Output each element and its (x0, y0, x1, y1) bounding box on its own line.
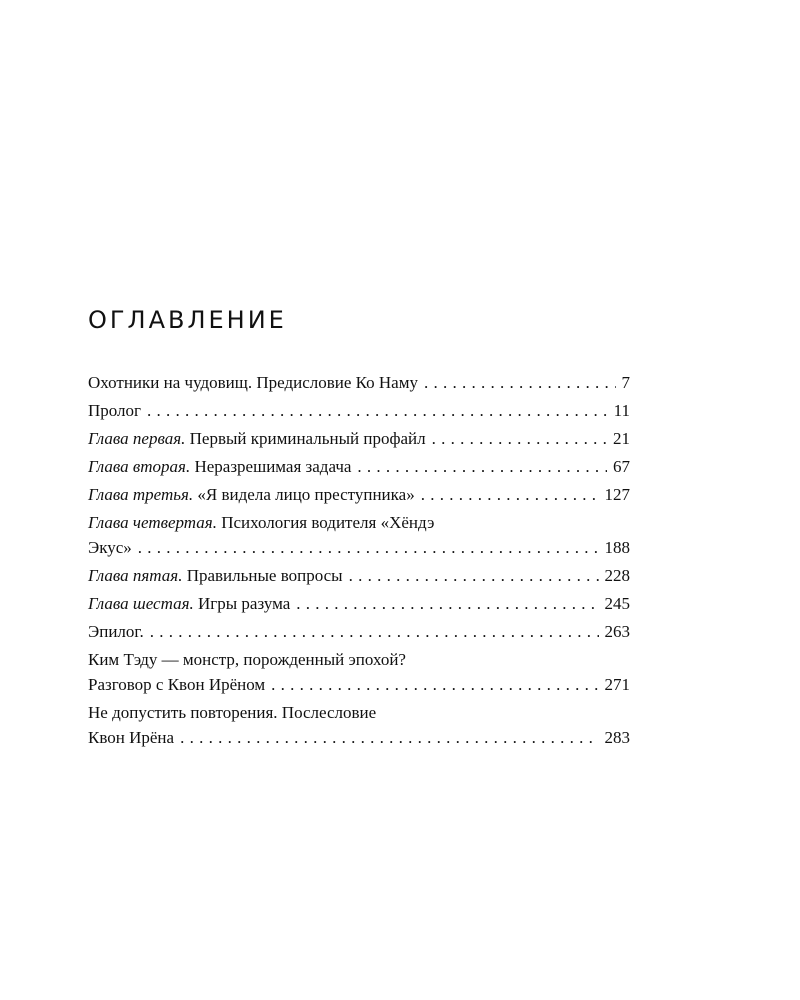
dot-leader (357, 454, 607, 479)
toc-entry-title-line1: Ким Тэду — монстр, порожденный эпохой? (88, 650, 406, 669)
toc-page-number: 127 (604, 485, 630, 504)
toc-entry-line (88, 725, 630, 750)
toc-entry-chapter-6[interactable] (88, 591, 630, 616)
dot-leader (180, 725, 598, 750)
toc-entry-prologue[interactable] (88, 398, 630, 423)
toc-entry-title-line2: Экус» (88, 538, 132, 557)
toc-page-number: 7 (621, 373, 630, 392)
toc-entry-text (88, 563, 343, 588)
toc-page-number: 283 (604, 728, 630, 747)
toc-entry-line (88, 563, 630, 588)
toc-page-number: 21 (613, 429, 630, 448)
toc-entry-title: Неразрешимая задача (190, 457, 352, 476)
dot-leader (271, 672, 598, 697)
toc-entry-chapter-3[interactable] (88, 482, 630, 507)
dot-leader (424, 370, 616, 395)
chapter-label: Глава вторая. (88, 457, 191, 476)
toc-entry-chapter-5[interactable] (88, 563, 630, 588)
toc-entry-line (88, 535, 630, 560)
chapter-label: Глава третья. (88, 485, 194, 504)
dot-leader (138, 535, 599, 560)
toc-entry-chapter-1[interactable] (88, 426, 630, 451)
toc-entry-title: Правильные вопросы (182, 566, 343, 585)
toc-entry-line (88, 426, 630, 451)
toc-entry-foreword[interactable] (88, 370, 630, 395)
toc-entry-title: Пролог (88, 401, 142, 420)
toc-entry-line (88, 398, 630, 423)
chapter-label: Глава пятая. (88, 566, 183, 585)
toc-entry-epilogue[interactable] (88, 619, 630, 644)
toc-entry-chapter-2[interactable] (88, 454, 630, 479)
chapter-label: Глава шестая. (88, 594, 194, 613)
toc-page-number: 245 (604, 594, 630, 613)
toc-page-number: 263 (604, 622, 630, 641)
dot-leader (147, 398, 608, 423)
toc-entry-line (88, 370, 630, 395)
toc-entry-title-line1: Не допустить повторения. Послесловие (88, 703, 377, 722)
toc-entry-text (88, 454, 351, 479)
toc-entry-line (88, 619, 630, 644)
toc-entry-line (88, 482, 630, 507)
toc-entry-title: Игры разума (193, 594, 291, 613)
toc-page-number: 271 (604, 675, 630, 694)
toc-entry-first-line (88, 510, 630, 535)
dot-leader (421, 482, 599, 507)
toc-page-number: 67 (613, 457, 630, 476)
dot-leader (432, 426, 607, 451)
toc-entry-text (88, 426, 426, 451)
toc-entry-title-line2: Квон Ирёна (88, 728, 175, 747)
toc-entry-line (88, 672, 630, 697)
toc-entry-text (88, 482, 415, 507)
dot-leader (150, 619, 599, 644)
toc-entry-line (88, 454, 630, 479)
toc-page-number: 11 (613, 401, 630, 420)
toc-entry-title: Первый криминальный профайл (185, 429, 426, 448)
toc-entry-title-line2: Разговор с Квон Ирёном (88, 675, 266, 694)
chapter-label: Глава четвертая. (88, 513, 217, 532)
dot-leader (296, 591, 598, 616)
toc-entry-interview[interactable] (88, 647, 630, 697)
toc-entry-title: Охотники на чудовищ. Предисловие Ко Наму (88, 373, 418, 392)
toc-entry-chapter-4[interactable] (88, 510, 630, 560)
dot-leader (349, 563, 599, 588)
toc-page-number: 188 (604, 538, 630, 557)
table-of-contents (88, 300, 630, 753)
toc-entry-text (88, 591, 290, 616)
toc-entry-afterword[interactable] (88, 700, 630, 750)
toc-entry-title: «Я видела лицо преступника» (193, 485, 415, 504)
toc-entry-title-line1: Психология водителя «Хёндэ (216, 513, 435, 532)
toc-list (88, 370, 630, 750)
toc-entry-title: Эпилог. (88, 622, 144, 641)
chapter-label: Глава первая. (88, 429, 186, 448)
toc-entry-line (88, 591, 630, 616)
toc-heading: ОГЛАВЛЕНИЕ (88, 306, 287, 334)
toc-page-number: 228 (604, 566, 630, 585)
